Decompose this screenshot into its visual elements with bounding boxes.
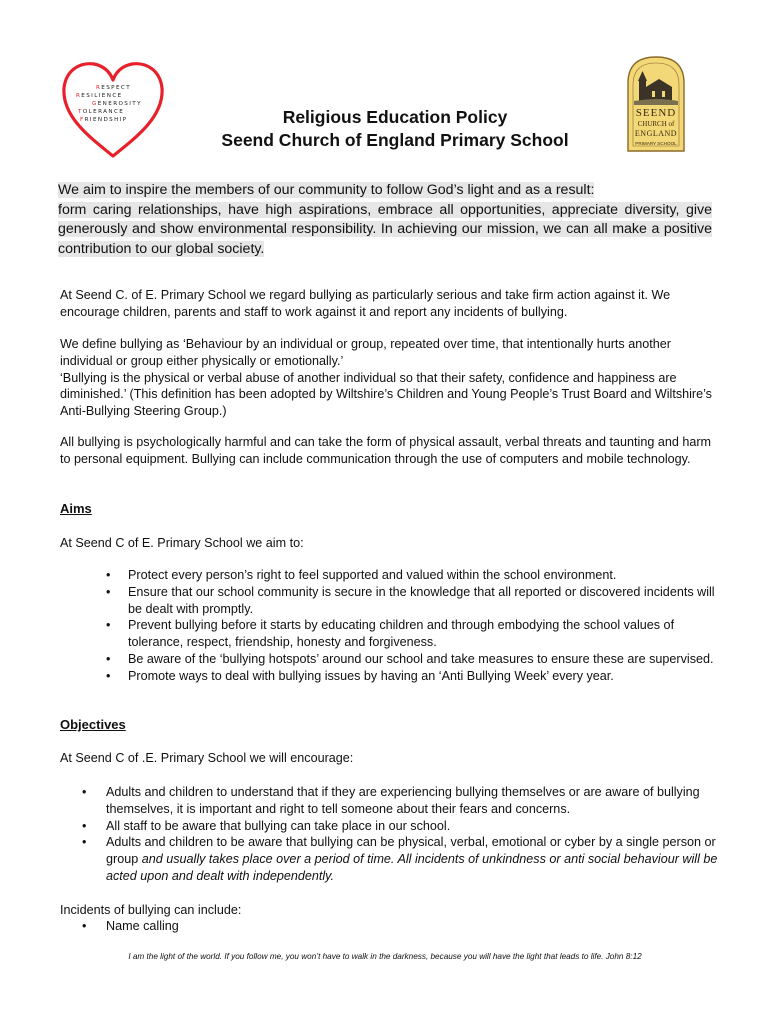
- intro-paragraph-1: At Seend C. of E. Primary School we regard bullying as particularly serious and take firm action against it. We encourage children, parents and staff to work against it and report any incidents of bullying.: [60, 288, 671, 319]
- definition-2: ‘Bullying is the physical or verbal abuse of another individual so that their safety, confidence and happiness are diminished.’ (This definition has been adopted by Wiltshire’s Children and Young People’s Trust Board and Wiltshire’s Anti-Bullying Steering Group.): [60, 370, 712, 419]
- heart-word: GENEROSITY: [92, 101, 142, 107]
- list-item: • Promote ways to deal with bullying issues by having an ‘Anti Bullying Week’ every year.: [60, 668, 720, 685]
- list-item: • Protect every person’s right to feel supported and valued within the school environment.: [60, 567, 720, 584]
- incidents-list: [60, 918, 720, 935]
- heart-word: FRIENDSHIP: [80, 117, 128, 123]
- mission-lead: We aim to inspire the members of our community to follow God’s light and as a result:: [58, 182, 595, 198]
- mission-statement: [58, 181, 712, 259]
- title-line-2: Seend Church of England Primary School: [221, 130, 569, 150]
- aims-heading: Aims: [60, 501, 92, 516]
- footer-quote: I am the light of the world. If you follow me, you won’t have to walk in the darkness, because you will have the light that leads to life. John 8:12: [128, 952, 642, 961]
- intro-paragraph-3: All bullying is psychologically harmful and can take the form of physical assault, verbal threats and taunting and harm to personal equipment. Bullying can include communication through the use of computers and mobile technology.: [60, 435, 712, 466]
- mission-body: form caring relationships, have high aspirations, embrace all opportunities, appreciate diversity, give generously and show environmental responsibility. In achieving our mission, we can all make a positive contribution to our global society.: [58, 201, 712, 257]
- list-item-italic-text: and usually takes place over a period of time. All incidents of unkindness or anti social behaviour will be acted upon and dealt with independently.: [106, 852, 718, 883]
- crest-line-3: ENGLAND: [634, 129, 678, 138]
- crest-line-1: SEEND: [635, 107, 677, 119]
- church-crest-icon: [626, 55, 686, 153]
- heart-word: TOLERANCE: [78, 109, 125, 115]
- aims-lead: At Seend C of E. Primary School we aim to:: [60, 536, 304, 550]
- heart-words: [58, 84, 168, 124]
- heart-word: RESPECT: [96, 85, 132, 91]
- incidents-lead: Incidents of bullying can include:: [60, 903, 242, 917]
- crest-line-4: PRIMARY SCHOOL: [635, 141, 677, 146]
- objectives-lead: At Seend C of .E. Primary School we will encourage:: [60, 751, 354, 765]
- heart-word: RESILIENCE: [76, 93, 123, 99]
- list-item: • All staff to be aware that bullying can take place in our school.: [60, 818, 720, 835]
- objectives-heading: Objectives: [60, 717, 126, 732]
- objectives-list: [60, 784, 720, 885]
- list-item: [60, 834, 720, 884]
- list-item: • Name calling: [60, 918, 720, 935]
- school-crest-logo: [626, 55, 686, 153]
- crest-line-2: CHURCH of: [637, 120, 675, 128]
- page-title: [180, 106, 610, 152]
- list-item: • Prevent bullying before it starts by educating children and through embodying the school values of tolerance, respect, friendship, honesty and forgiveness.: [60, 617, 720, 651]
- list-item: • Adults and children to understand that if they are experiencing bullying themselves or are aware of bullying themselves, it is important and right to tell someone about their fears and concerns.: [60, 784, 720, 818]
- intro-paragraph-2: [60, 336, 720, 420]
- title-line-1: Religious Education Policy: [282, 107, 508, 127]
- list-item-text: Adults and children to be aware that bullying can be physical, verbal, emotional or cyber by a single person or group: [106, 835, 716, 867]
- definition-1: We define bullying as ‘Behaviour by an individual or group, repeated over time, that intentionally hurts another individual or group either physically or emotionally.’: [60, 337, 671, 368]
- heart-values-logo: [58, 58, 168, 160]
- list-item: • Ensure that our school community is secure in the knowledge that all reported or discovered incidents will be dealt with promptly.: [60, 584, 720, 618]
- list-item: • Be aware of the ‘bullying hotspots’ around our school and take measures to ensure these are supervised.: [60, 651, 720, 668]
- aims-list: [60, 567, 720, 685]
